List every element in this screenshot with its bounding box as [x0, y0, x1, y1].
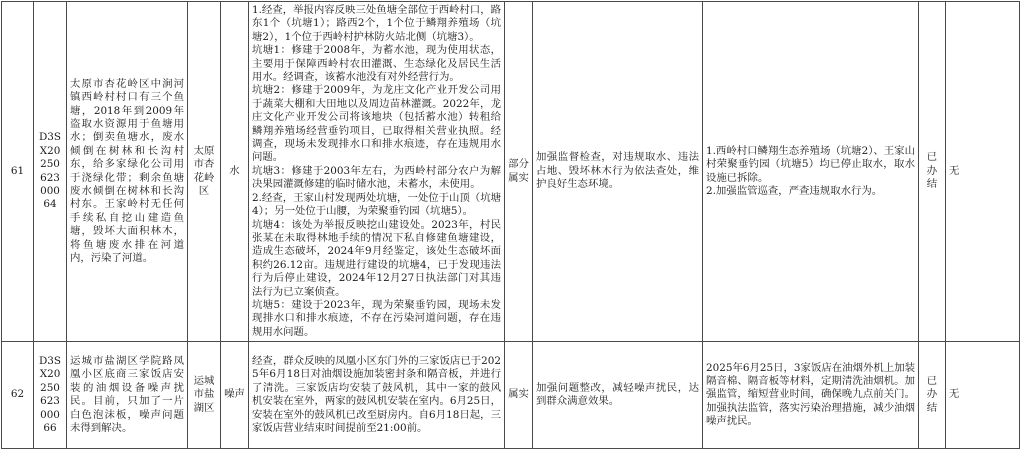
finding-paragraph: 2.经查，王家山村发现两处坑塘，一处位于山顶（坑塘4）；另一处位于山腰，为荣聚垂钓园（坑塘5）。 [252, 191, 501, 218]
rectification-paragraph: 1.西岭村口鳞翔生态养殖场（坑塘2）、王家山村荣聚垂钓园（坑塘5）均已停止取水，取水设施已拆除。 [706, 144, 915, 184]
accountability: 无 [946, 342, 1020, 449]
rectification-paragraph: 2.加强监管巡查，严查违规取水行为。 [706, 184, 883, 197]
rectification-measures [703, 2, 919, 342]
rectification-paragraph: 2025年6月25日，3家饭店在油烟外机上加装隔音棉、隔音板等材料，定期清洗油烟机。加强监管，缩短营业时间，确保晚九点前关门。加强执法监管，落实污染治理措施，减少油烟噪声扰民。 [706, 361, 915, 428]
district: 运城市盐湖区 [188, 342, 221, 449]
handling-opinion: 加强监督检查，对违规取水、违法占地、毁坏林木行为依法查处，维护良好生态环境。 [533, 2, 703, 342]
district: 太原市杏花岭区 [188, 2, 221, 342]
pollution-category: 水 [221, 2, 249, 342]
complaint-content: 运城市盐湖区学院路凤凰小区底商三家饭店安装的油烟设备噪声扰民。目前，只加了一片白色泡沫板，噪声问题未得到解决。 [67, 342, 188, 449]
investigation-findings [249, 2, 505, 342]
row-number: 62 [2, 342, 34, 449]
finding-paragraph: 1.经查，举报内容反映三处鱼塘全部位于西岭村口，路东1个（坑塘1）；路西2个，1个位于鳞翔养殖场（坑塘2），1个位于西岭村护林防火站北侧（坑塘3）。 [252, 4, 501, 43]
table-row [2, 342, 1020, 449]
verdict: 属实 [505, 342, 533, 449]
accountability: 无 [946, 2, 1020, 342]
pollution-category: 噪声 [221, 342, 249, 449]
case-status: 已办结 [919, 342, 946, 449]
case-status: 已办结 [919, 2, 946, 342]
investigation-findings [249, 342, 505, 449]
table-row [2, 2, 1020, 342]
row-number: 61 [2, 2, 34, 342]
finding-paragraph: 坑塘3：修建于2003年左右，为西岭村部分农户为解决果园灌溉修建的临时储水池，未蓄水，未使用。 [252, 164, 501, 191]
finding-paragraph: 经查，群众反映的凤凰小区东门外的三家饭店已于2025年6月18日对油烟设施加装密封条和隔音板，并进行了清洗。三家饭店均安装了鼓风机，其中一家的鼓风机安装在室外，两家的鼓风机安装在室内。6月25日，安装在室外的鼓风机已改至厨房内。自6月18日起，三家饭店营业结束时间提前至21:00前。 [252, 354, 501, 434]
case-id: D3SX2025062300064 [34, 2, 67, 342]
complaint-content: 太原市杏花岭区中涧河镇西岭村村口有三个鱼塘，2018年到2009年盗取水资源用于鱼塘用水；倒卖鱼塘水，废水倾倒在树林和长沟村东，给多家绿化公司用于浇绿化带；剩余鱼塘废水倾倒在树林和长沟村东。王家岭村无任何手续私自挖山建造鱼塘，毁坏大面积林木，将鱼塘废水排在河道内，污染了河道。 [67, 2, 188, 342]
finding-paragraph: 坑塘1：修建于2008年，为蓄水池，现为使用状态，主要用于保障西岭村农田灌溉、生态绿化及居民生活用水。经调查，该蓄水池没有对外经营行为。 [252, 44, 501, 84]
complaint-table [1, 1, 1020, 449]
handling-opinion: 加强问题整改，减轻噪声扰民，达到群众满意效果。 [533, 342, 703, 449]
finding-paragraph: 坑塘2：修建于2009年，为龙庄文化产业开发公司用于蔬菜大棚和大田地以及周边苗林灌溉。2022年，龙庄文化产业开发公司将该地块（包括蓄水池）转租给鳞翔养殖场经营垂钓项目，已取得相关营业执照。经调查，现场未发现排水口和排水痕迹，存在违规用水问题。 [252, 84, 501, 164]
finding-paragraph: 坑塘5：建设于2023年，现为荣聚垂钓园，现场未发现排水口和排水痕迹，不存在污染河道问题，存在违规用水问题。 [252, 298, 501, 338]
finding-paragraph: 坑塘4：该处为举报反映挖山建设处。2023年，村民张某在未取得林地手续的情况下私自修建鱼塘建设，造成生态破坏，2024年9月经鉴定，该处生态破坏面积约26.12亩。违规进行建设的坑塘4，已于发现违法行为后停止建设，2024年12月27日执法部门对其违法行为已立案侦查。 [252, 218, 501, 298]
case-id: D3SX2025062300066 [34, 342, 67, 449]
rectification-measures [703, 342, 919, 449]
verdict: 部分属实 [505, 2, 533, 342]
